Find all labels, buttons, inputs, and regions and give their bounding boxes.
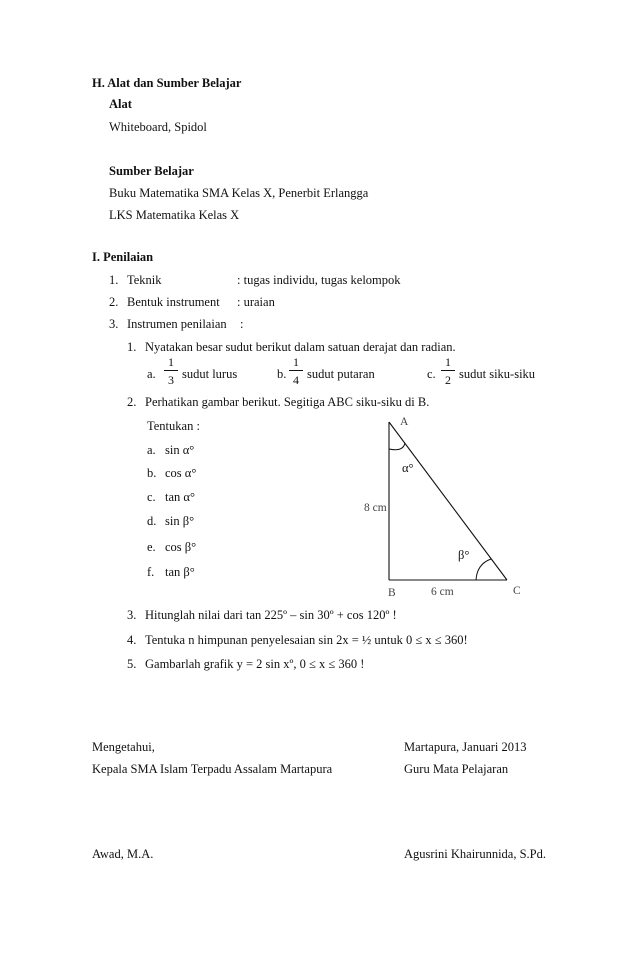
part-letter: b. [147, 466, 157, 480]
angle-a-arc [389, 443, 405, 450]
signature-right-line2: Guru Mata Pelajaran [404, 762, 509, 776]
part-letter: a. [147, 367, 156, 381]
fraction-bar [441, 370, 455, 371]
section-i-title: I. Penilaian [92, 250, 154, 264]
item-label: Instrumen penilaian [127, 317, 227, 331]
fraction-denominator: 4 [293, 373, 299, 387]
item-value: : [240, 317, 244, 331]
sumber-item: LKS Matematika Kelas X [109, 208, 240, 222]
fraction-bar [289, 370, 303, 371]
part-letter: b. [277, 367, 287, 381]
alat-heading: Alat [109, 97, 132, 111]
part-text: cos β° [165, 540, 197, 554]
item-number: 1. [109, 273, 119, 287]
item-number: 3. [109, 317, 119, 331]
question-number: 5. [127, 657, 137, 671]
signature-left-line1: Mengetahui, [92, 740, 155, 754]
question-number: 3. [127, 608, 137, 622]
part-letter: f. [147, 565, 155, 579]
fraction-bar [164, 370, 178, 371]
fraction [289, 356, 303, 386]
part-letter: a. [147, 443, 156, 457]
sumber-heading: Sumber Belajar [109, 164, 194, 178]
angle-c-arc [476, 559, 491, 580]
side-bc-label: 6 cm [431, 586, 454, 598]
item-label: Teknik [127, 273, 162, 287]
question-number: 4. [127, 633, 137, 647]
question-text: Nyatakan besar sudut berikut dalam satuan derajat dan radian. [145, 340, 456, 354]
question-text: Gambarlah grafik y = 2 sin xº, 0 ≤ x ≤ 360 ! [145, 657, 365, 671]
item-value: : tugas individu, tugas kelompok [237, 273, 401, 287]
fraction-numerator: 1 [293, 355, 299, 369]
question-number: 1. [127, 340, 137, 354]
fraction [441, 356, 455, 386]
question-text: Tentuka n himpunan penyelesaian sin 2x = ½ untuk 0 ≤ x ≤ 360! [145, 633, 468, 647]
section-h-title: H. Alat dan Sumber Belajar [92, 76, 242, 90]
triangle-diagram [360, 408, 540, 603]
part-text: sudut siku-siku [459, 367, 536, 381]
item-label: Bentuk instrument [127, 295, 220, 309]
question-number: 2. [127, 395, 137, 409]
side-ab-label: 8 cm [364, 502, 387, 514]
part-text: sin β° [165, 514, 195, 528]
fraction-denominator: 3 [168, 373, 174, 387]
fraction-denominator: 2 [445, 373, 451, 387]
triangle-figure [360, 408, 540, 603]
fraction [164, 356, 178, 386]
fraction-numerator: 1 [445, 355, 451, 369]
vertex-b-label: B [388, 587, 396, 599]
signature-right-name: Agusrini Khairunnida, S.Pd. [404, 847, 547, 861]
signature-left-line2: Kepala SMA Islam Terpadu Assalam Martapura [92, 762, 333, 776]
vertex-a-label: A [400, 416, 409, 428]
part-letter: e. [147, 540, 156, 554]
alat-text: Whiteboard, Spidol [109, 120, 207, 134]
vertex-c-label: C [513, 585, 521, 597]
part-text: tan β° [165, 565, 195, 579]
part-text: tan α° [165, 490, 195, 504]
signature-right-line1: Martapura, Januari 2013 [404, 740, 527, 754]
item-value: : uraian [237, 295, 275, 309]
part-text: sin α° [165, 443, 195, 457]
sumber-item: Buku Matematika SMA Kelas X, Penerbit Erlangga [109, 186, 369, 200]
part-letter: d. [147, 514, 157, 528]
part-text: cos α° [165, 466, 197, 480]
question-text: Hitunglah nilai dari tan 225º – sin 30º + cos 120º ! [145, 608, 397, 622]
part-text: sudut putaran [307, 367, 375, 381]
angle-beta-label: β° [458, 548, 470, 562]
signature-left-name: Awad, M.A. [92, 847, 154, 861]
angle-alpha-label: α° [402, 461, 414, 475]
tentukan-label: Tentukan : [147, 419, 200, 433]
part-letter: c. [147, 490, 156, 504]
side-ac [389, 422, 507, 580]
part-text: sudut lurus [182, 367, 238, 381]
question-text: Perhatikan gambar berikut. Segitiga ABC siku-siku di B. [145, 395, 430, 409]
part-letter: c. [427, 367, 436, 381]
fraction-numerator: 1 [168, 355, 174, 369]
item-number: 2. [109, 295, 119, 309]
